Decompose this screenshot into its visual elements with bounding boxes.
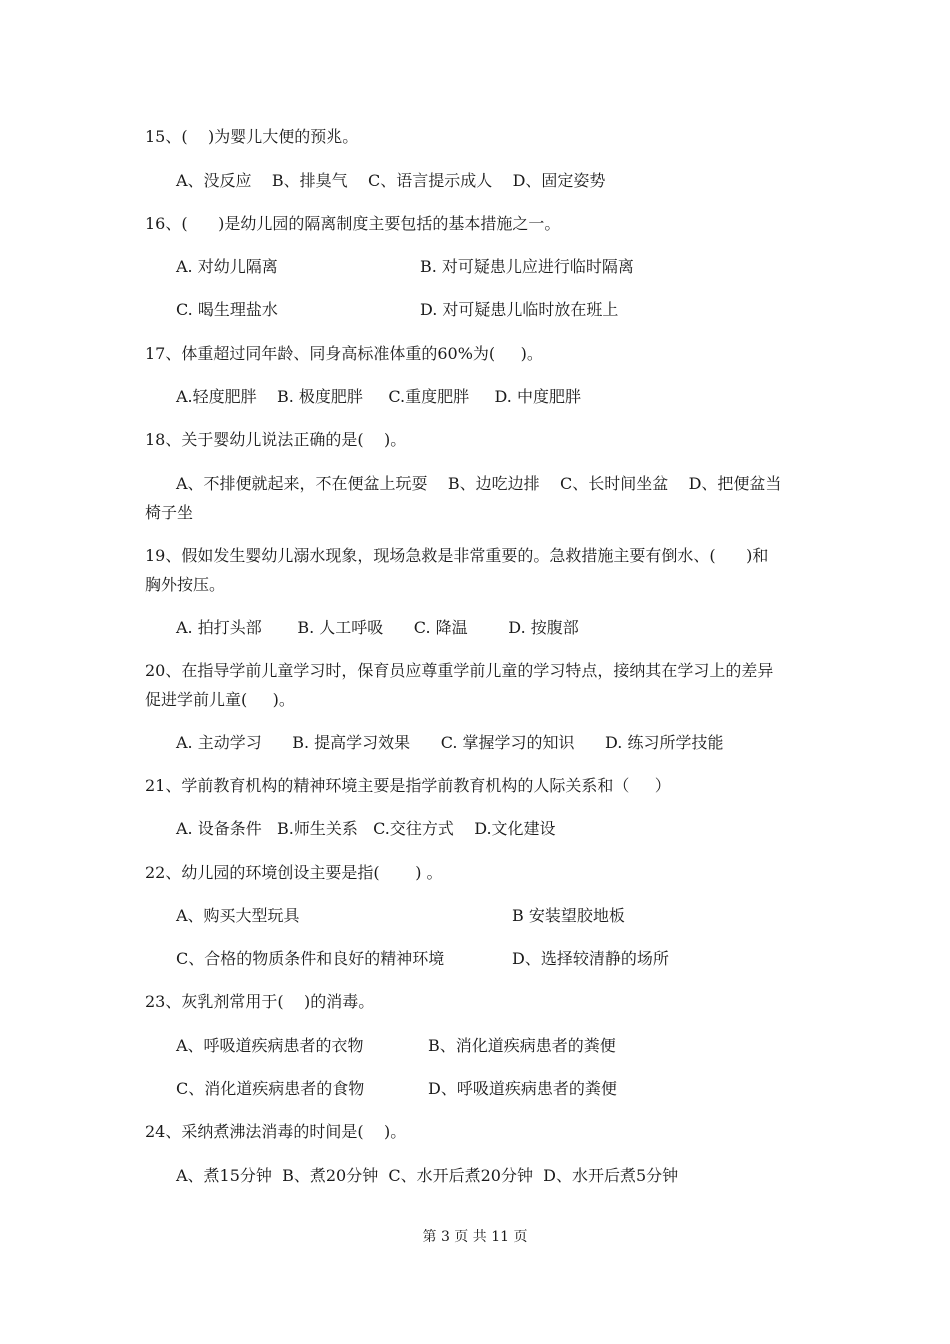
question-20-stem-line2: 促进学前儿童( )。 xyxy=(145,690,295,709)
question-20-options: A. 主动学习 B. 提高学习效果 C. 掌握学习的知识 D. 练习所学技能 xyxy=(176,733,724,752)
question-16-option-d: D. 对可疑患儿临时放在班上 xyxy=(420,300,619,319)
question-23-option-a: A、呼吸道疾病患者的衣物 xyxy=(176,1036,364,1055)
question-19-stem-line2: 胸外按压。 xyxy=(145,575,226,594)
question-22-option-c: C、合格的物质条件和良好的精神环境 xyxy=(176,949,445,968)
question-16-option-a: A. 对幼儿隔离 xyxy=(176,257,278,276)
question-16-option-b: B. 对可疑患儿应进行临时隔离 xyxy=(420,257,634,276)
page-number-footer: 第 3 页 共 11 页 xyxy=(422,1229,528,1245)
question-18-stem: 18、关于婴幼儿说法正确的是( )。 xyxy=(145,430,407,449)
question-22-option-b: B 安装望胶地板 xyxy=(512,906,625,925)
question-18-options-line2: 椅子坐 xyxy=(145,503,194,522)
question-22-option-a: A、购买大型玩具 xyxy=(176,906,300,925)
question-22-stem: 22、幼儿园的环境创设主要是指( ) 。 xyxy=(145,863,443,882)
question-18-options-line1: A、不排便就起来，不在便盆上玩耍 B、边吃边排 C、长时间坐盆 D、把便盆当 xyxy=(176,474,782,493)
question-23-option-d: D、呼吸道疾病患者的粪便 xyxy=(428,1079,617,1098)
question-23-stem: 23、灰乳剂常用于( )的消毒。 xyxy=(145,992,375,1011)
question-17-options: A.轻度肥胖 B. 极度肥胖 C.重度肥胖 D. 中度肥胖 xyxy=(176,387,581,406)
question-20-stem-line1: 20、在指导学前儿童学习时，保育员应尊重学前儿童的学习特点，接纳其在学习上的差异 xyxy=(145,661,774,680)
question-19-stem-line1: 19、假如发生婴幼儿溺水现象，现场急救是非常重要的。急救措施主要有倒水、( )和 xyxy=(145,546,769,565)
question-16-option-c: C. 喝生理盐水 xyxy=(176,300,278,319)
question-23-option-c: C、消化道疾病患者的食物 xyxy=(176,1079,365,1098)
question-24-options: A、煮15分钟 B、煮20分钟 C、水开后煮20分钟 D、水开后煮5分钟 xyxy=(176,1166,679,1185)
question-19-options: A. 拍打头部 B. 人工呼吸 C. 降温 D. 按腹部 xyxy=(176,618,579,637)
question-21-options: A. 设备条件 B.师生关系 C.交往方式 D.文化建设 xyxy=(176,819,556,838)
question-15-options: A、没反应 B、排臭气 C、语言提示成人 D、固定姿势 xyxy=(176,171,606,190)
question-22-option-d: D、选择较清静的场所 xyxy=(512,949,669,968)
question-16-stem: 16、( )是幼儿园的隔离制度主要包括的基本措施之一。 xyxy=(145,214,561,233)
question-24-stem: 24、采纳煮沸法消毒的时间是( )。 xyxy=(145,1122,407,1141)
question-15-stem: 15、( )为婴儿大便的预兆。 xyxy=(145,127,359,146)
question-21-stem: 21、学前教育机构的精神环境主要是指学前教育机构的人际关系和（ ） xyxy=(145,776,671,795)
question-17-stem: 17、体重超过同年龄、同身高标准体重的60%为( )。 xyxy=(145,344,543,363)
question-23-option-b: B、消化道疾病患者的粪便 xyxy=(428,1036,616,1055)
